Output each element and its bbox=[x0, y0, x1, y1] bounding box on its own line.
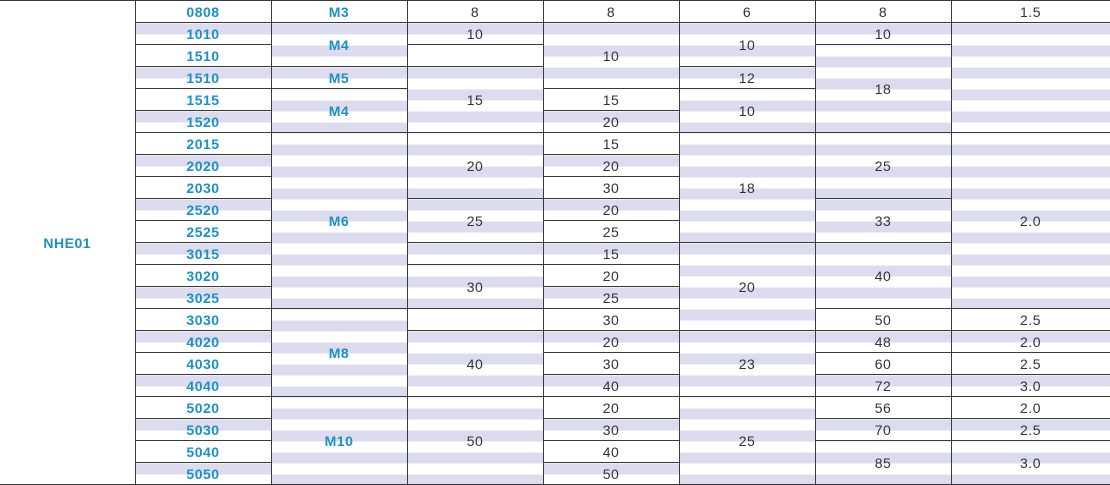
c2-cell: 20 bbox=[543, 111, 679, 133]
code-cell: 2020 bbox=[135, 155, 271, 177]
c5-cell: 2.5 bbox=[951, 353, 1110, 375]
c1-cell bbox=[407, 309, 543, 331]
c3-cell: 20 bbox=[679, 243, 815, 331]
screw-cell: M5 bbox=[271, 67, 407, 89]
screw-cell: M6 bbox=[271, 133, 407, 309]
c1-cell bbox=[407, 243, 543, 265]
code-cell: 2015 bbox=[135, 133, 271, 155]
c2-cell: 40 bbox=[543, 441, 679, 463]
c2-cell: 50 bbox=[543, 463, 679, 485]
c5-cell: 2.0 bbox=[951, 331, 1110, 353]
c4-cell: 60 bbox=[815, 353, 951, 375]
c2-cell: 25 bbox=[543, 287, 679, 309]
code-cell: 1510 bbox=[135, 45, 271, 67]
c5-cell: 1.5 bbox=[951, 1, 1110, 23]
c2-cell: 20 bbox=[543, 155, 679, 177]
c5-cell: 3.0 bbox=[951, 441, 1110, 485]
code-cell: 4030 bbox=[135, 353, 271, 375]
code-cell: 4020 bbox=[135, 331, 271, 353]
c2-cell: 10 bbox=[543, 23, 679, 89]
c4-cell: 70 bbox=[815, 419, 951, 441]
c5-cell bbox=[951, 23, 1110, 133]
c2-cell: 30 bbox=[543, 353, 679, 375]
screw-cell: M4 bbox=[271, 23, 407, 67]
c4-cell: 50 bbox=[815, 309, 951, 331]
c5-cell: 2.0 bbox=[951, 397, 1110, 419]
c2-cell: 15 bbox=[543, 133, 679, 155]
screw-cell: M4 bbox=[271, 89, 407, 133]
code-cell: 3015 bbox=[135, 243, 271, 265]
c4-cell: 85 bbox=[815, 441, 951, 485]
c4-cell: 33 bbox=[815, 199, 951, 243]
c2-cell: 30 bbox=[543, 419, 679, 441]
c1-cell: 50 bbox=[407, 397, 543, 485]
c2-cell: 20 bbox=[543, 199, 679, 221]
code-cell: 3030 bbox=[135, 309, 271, 331]
c4-cell: 40 bbox=[815, 243, 951, 309]
code-cell: 5040 bbox=[135, 441, 271, 463]
model-name: NHE01 bbox=[0, 1, 135, 485]
c1-cell: 15 bbox=[407, 67, 543, 133]
c4-cell: 25 bbox=[815, 133, 951, 199]
c5-cell: 3.0 bbox=[951, 375, 1110, 397]
code-cell: 2030 bbox=[135, 177, 271, 199]
c3-cell: 10 bbox=[679, 89, 815, 133]
c4-cell: 10 bbox=[815, 23, 951, 45]
c3-cell: 6 bbox=[679, 1, 815, 23]
code-cell: 3020 bbox=[135, 265, 271, 287]
c3-cell: 25 bbox=[679, 397, 815, 485]
c2-cell: 25 bbox=[543, 221, 679, 243]
c4-cell: 18 bbox=[815, 45, 951, 133]
c5-cell: 2.5 bbox=[951, 419, 1110, 441]
code-cell: 5050 bbox=[135, 463, 271, 485]
c1-cell bbox=[407, 45, 543, 67]
c5-cell: 2.0 bbox=[951, 133, 1110, 309]
c2-cell: 15 bbox=[543, 89, 679, 111]
code-cell: 2520 bbox=[135, 199, 271, 221]
c4-cell: 56 bbox=[815, 397, 951, 419]
code-cell: 1010 bbox=[135, 23, 271, 45]
c2-cell: 30 bbox=[543, 177, 679, 199]
c4-cell: 72 bbox=[815, 375, 951, 397]
code-cell: 0808 bbox=[135, 1, 271, 23]
c3-cell: 12 bbox=[679, 67, 815, 89]
code-cell: 1515 bbox=[135, 89, 271, 111]
code-cell: 1510 bbox=[135, 67, 271, 89]
code-cell: 5030 bbox=[135, 419, 271, 441]
c3-cell: 10 bbox=[679, 23, 815, 67]
c4-cell: 8 bbox=[815, 1, 951, 23]
c2-cell: 30 bbox=[543, 309, 679, 331]
c1-cell: 20 bbox=[407, 133, 543, 199]
c1-cell: 8 bbox=[407, 1, 543, 23]
screw-cell: M10 bbox=[271, 397, 407, 485]
screw-cell: M3 bbox=[271, 1, 407, 23]
c2-cell: 20 bbox=[543, 397, 679, 419]
c1-cell: 10 bbox=[407, 23, 543, 45]
c5-cell: 2.5 bbox=[951, 309, 1110, 331]
c2-cell: 20 bbox=[543, 265, 679, 287]
c1-cell: 30 bbox=[407, 265, 543, 309]
code-cell: 5020 bbox=[135, 397, 271, 419]
c2-cell: 8 bbox=[543, 1, 679, 23]
c2-cell: 40 bbox=[543, 375, 679, 397]
c1-cell: 25 bbox=[407, 199, 543, 243]
c2-cell: 20 bbox=[543, 331, 679, 353]
screw-cell: M8 bbox=[271, 309, 407, 397]
code-cell: 1520 bbox=[135, 111, 271, 133]
c4-cell: 48 bbox=[815, 331, 951, 353]
code-cell: 3025 bbox=[135, 287, 271, 309]
code-cell: 2525 bbox=[135, 221, 271, 243]
c2-cell: 15 bbox=[543, 243, 679, 265]
code-cell: 4040 bbox=[135, 375, 271, 397]
c3-cell: 23 bbox=[679, 331, 815, 397]
c1-cell: 40 bbox=[407, 331, 543, 397]
c3-cell: 18 bbox=[679, 133, 815, 243]
